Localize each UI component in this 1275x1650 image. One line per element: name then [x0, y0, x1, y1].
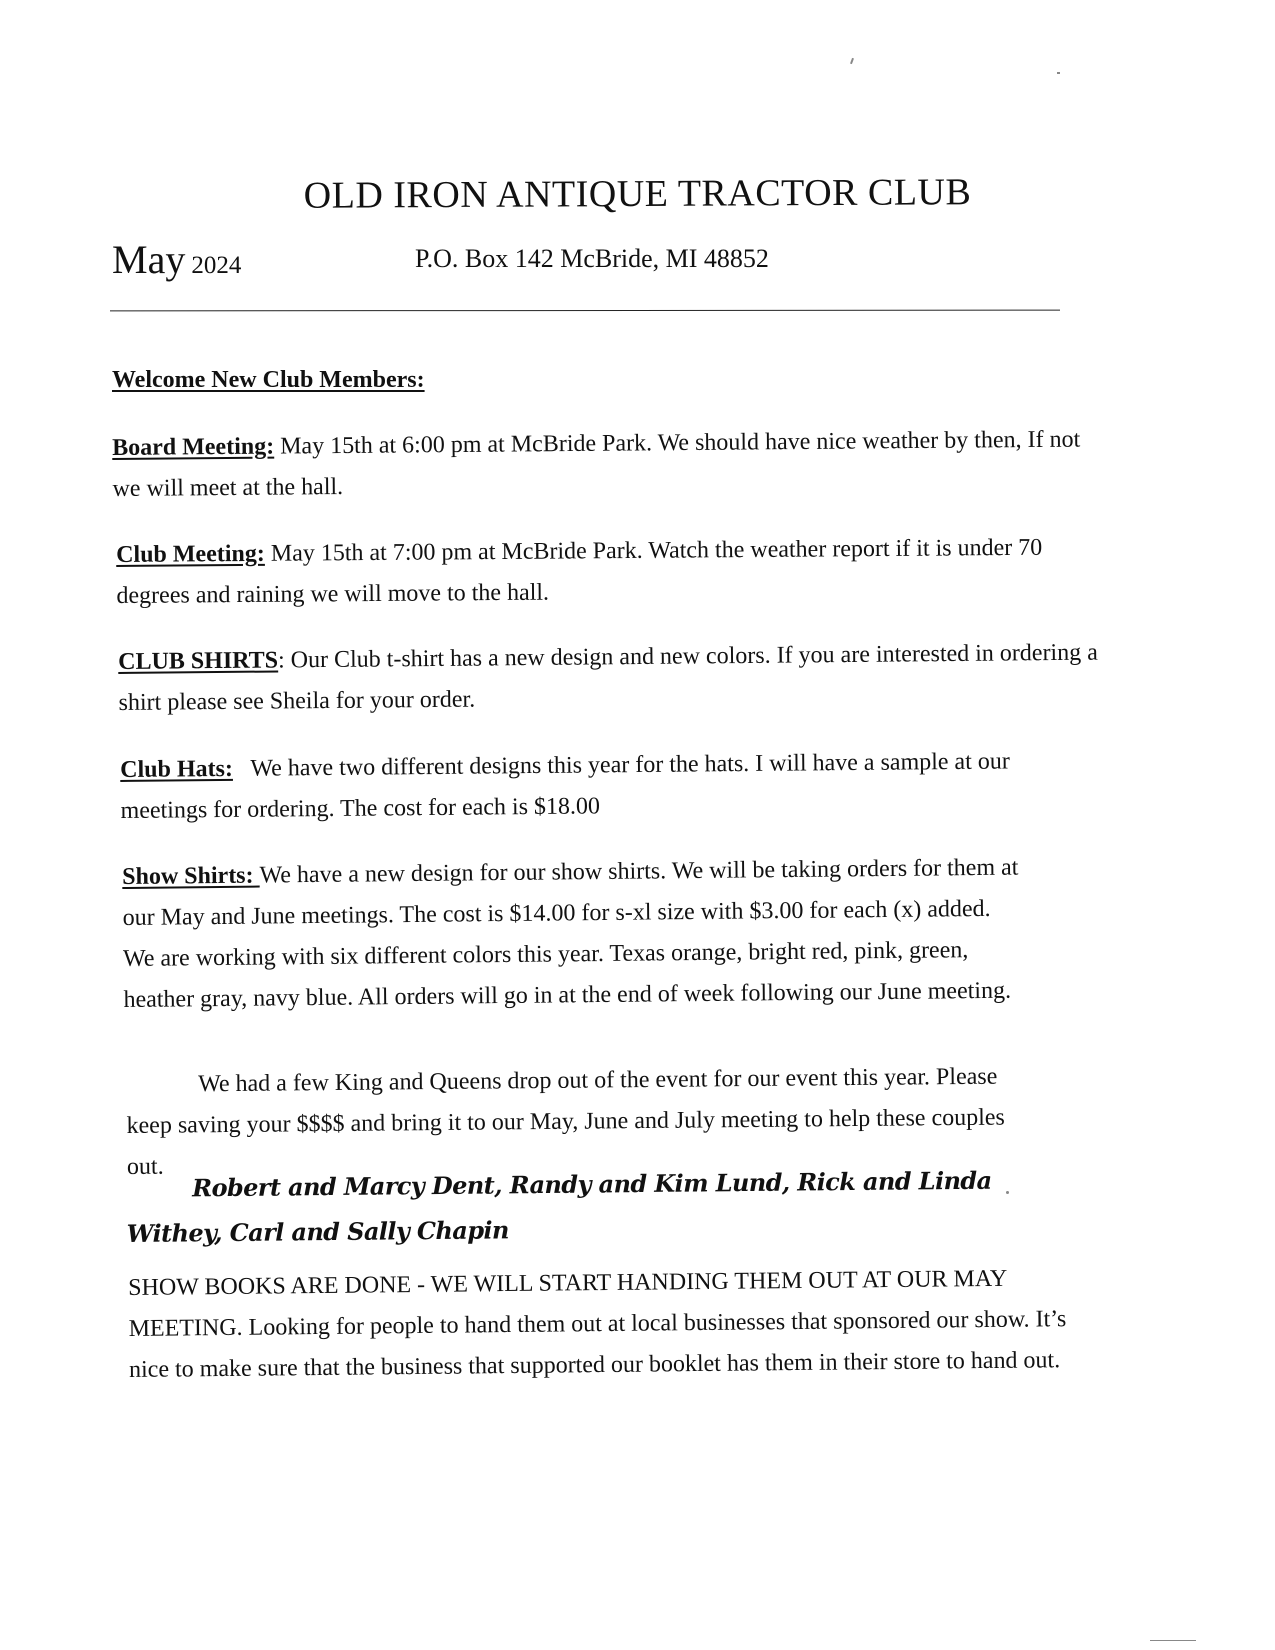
couples-names: Robert and Marcy Dent, Randy and Kim Lund, Rick and Linda Withey, Carl and Sally Chapin — [126, 1165, 992, 1248]
scan-speck — [1006, 1191, 1009, 1194]
club-shirts-heading: CLUB SHIRTS — [118, 647, 279, 675]
club-hats-section — [120, 741, 1101, 832]
scan-speck — [850, 58, 854, 64]
club-meeting-text: May 15th at 7:00 pm at McBride Park. Watch the weather report if it is under 70 degrees and raining we will move to the hall. — [116, 534, 1043, 609]
club-address: P.O. Box 142 McBride, MI 48852 — [415, 244, 769, 273]
couples-list — [126, 1157, 1087, 1256]
club-hats-text: We have two different designs this year for the hats. I will have a sample at our meetings for ordering. The cost for each is $18.00 — [120, 748, 1016, 824]
club-meeting-heading: Club Meeting: — [116, 540, 265, 568]
page-title: OLD IRON ANTIQUE TRACTOR CLUB — [303, 171, 972, 217]
welcome-heading: Welcome New Club Members: — [112, 367, 425, 393]
issue-month: May — [112, 237, 186, 282]
scan-speck — [1057, 72, 1060, 74]
kings-queens-text: We had a few King and Queens drop out of the event for our event this year. Please keep saving your $$$$ and bring it to our May, June and July meeting to help these couples out. — [126, 1063, 1005, 1180]
club-shirts-section — [118, 633, 1099, 724]
issue-year: 2024 — [191, 252, 242, 279]
show-books-section — [128, 1258, 1089, 1391]
club-shirts-text: : Our Club t-shirt has a new design and new colors. If you are interested in ordering a shirt please see Sheila for your order. — [118, 639, 1098, 716]
welcome-section — [112, 360, 1092, 401]
club-hats-heading: Club Hats: — [120, 755, 233, 783]
show-shirts-heading: Show Shirts: — [122, 862, 260, 890]
board-meeting-text: May 15th at 6:00 pm at McBride Park. We should have nice weather by then, If not we will meet at the hall. — [112, 426, 1081, 502]
board-meeting-heading: Board Meeting: — [112, 433, 275, 461]
scan-line — [1150, 1640, 1196, 1641]
show-shirts-section — [122, 848, 1024, 1021]
club-meeting-section — [116, 527, 1097, 617]
issue-date — [112, 236, 241, 283]
header-divider — [110, 310, 1060, 312]
show-books-text: SHOW BOOKS ARE DONE - WE WILL START HANDING THEM OUT AT OUR MAY MEETING. Looking for people to hand them out at local businesses that sponsored our show. It’s nice to make sure that the business that supported our booklet has them in their store to hand out. — [128, 1265, 1067, 1383]
show-shirts-text: We have a new design for our show shirts. We will be taking orders for them at our May and June meetings. The cost is $14.00 for s-xl size with $3.00 for each (x) added. We are working with six different colors this year. Texas orange, bright red, pink, green, heather gray, navy blue. All orders will go in at the end of week following our June meeting. — [122, 854, 1019, 1013]
board-meeting-section — [112, 419, 1093, 510]
